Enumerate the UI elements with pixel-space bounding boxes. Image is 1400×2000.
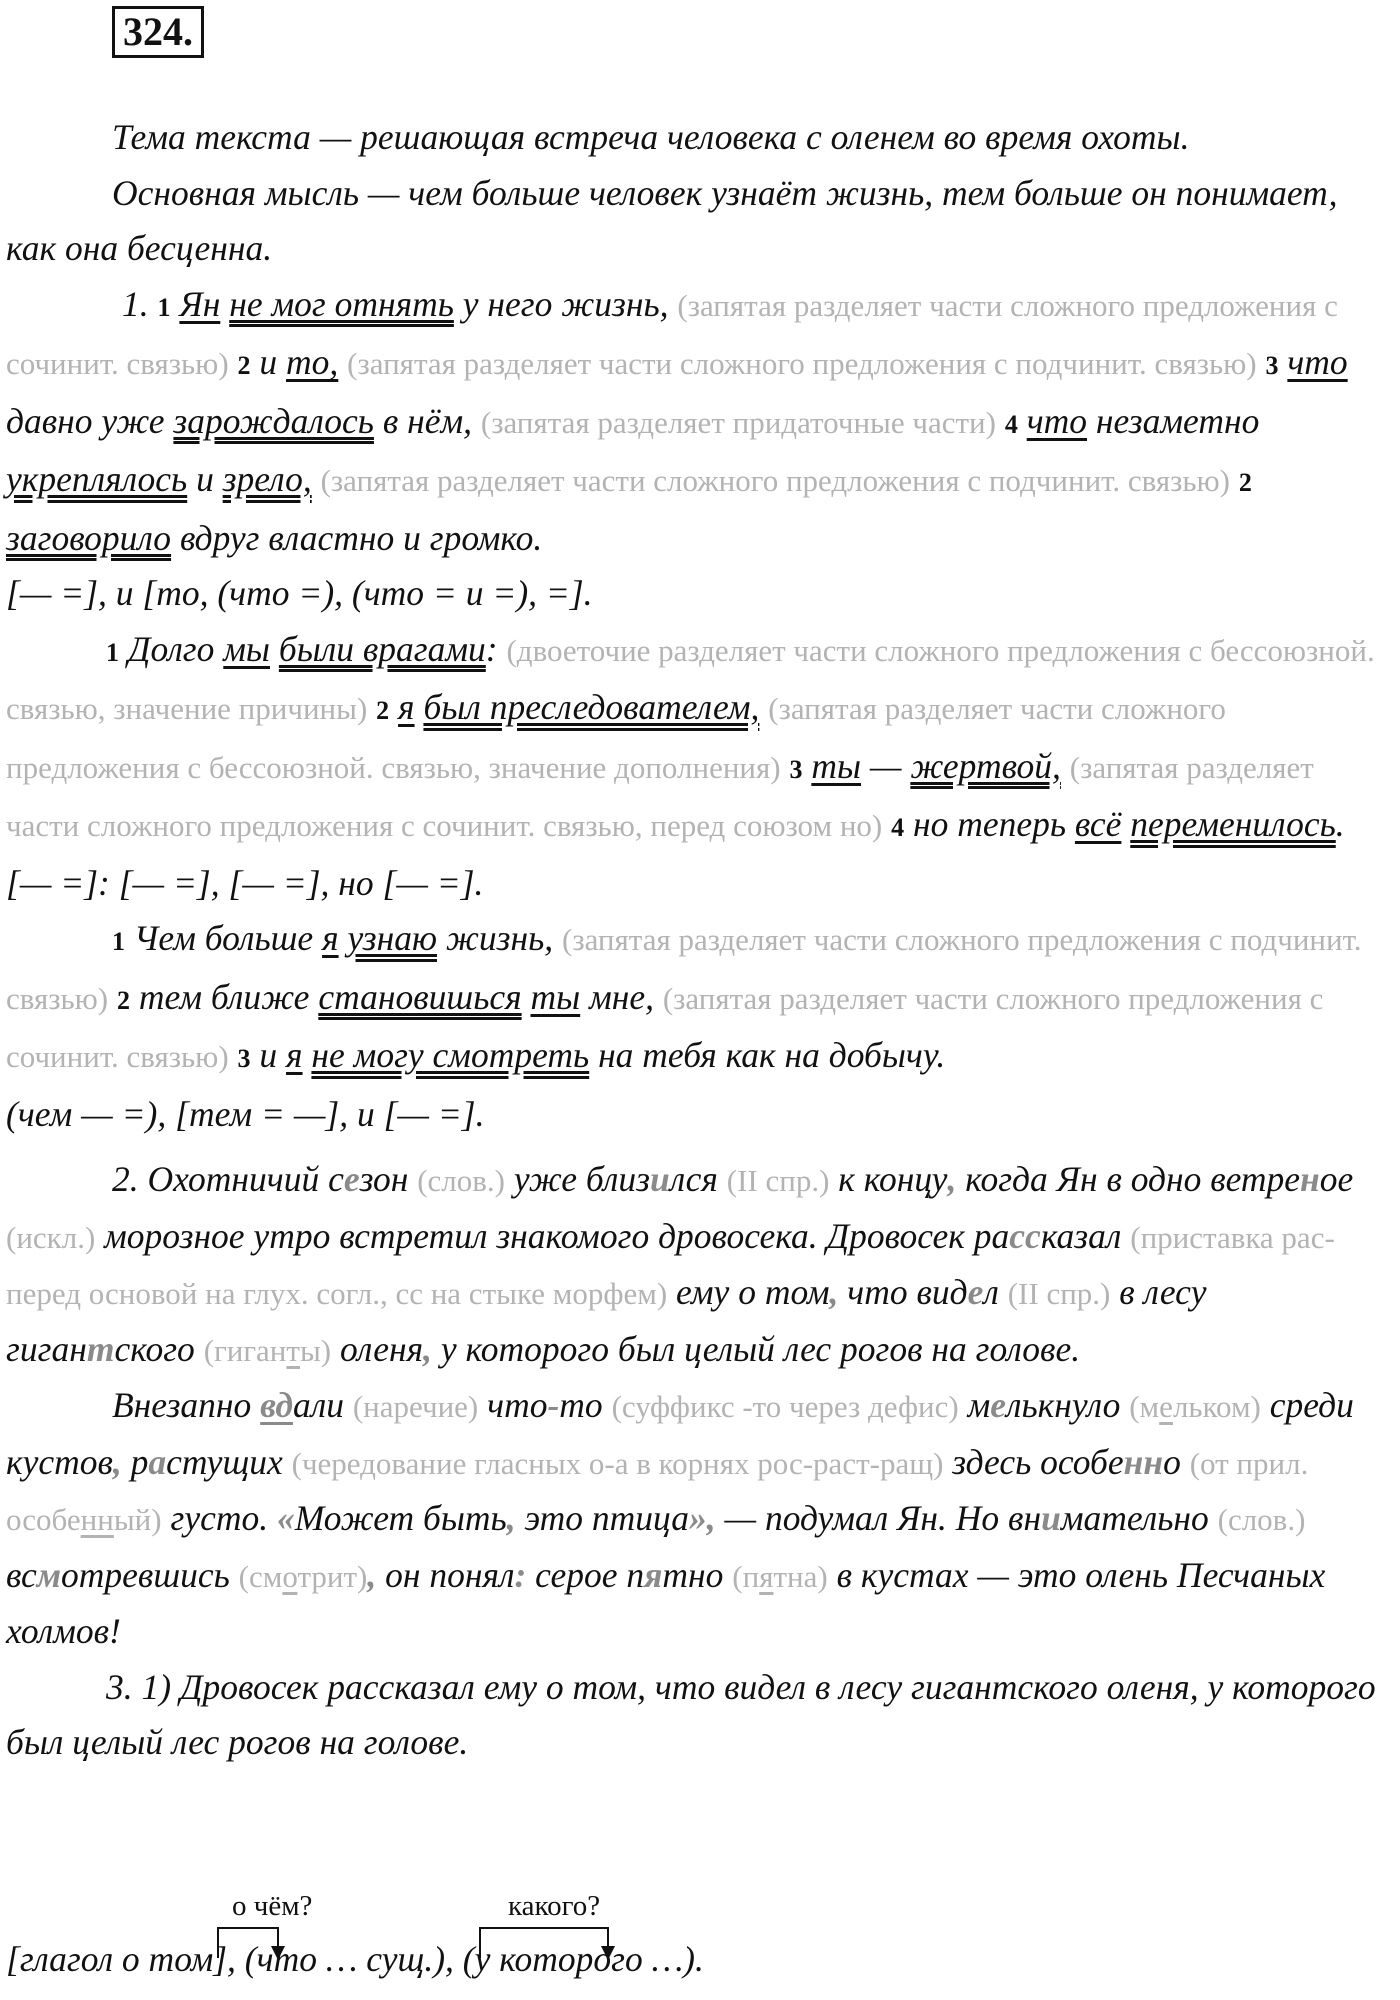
question-kakogo: какого? — [508, 1890, 601, 1922]
sentence-1: 1. 1 Ян не мог отнять у него жизнь, (запятая разделяет части сложного предложения с сочинит. связью) 2 и то, (запятая разделяет части сложного предложения с подчинит. связью) 3 что давно уже зарождалось в нём, (запятая разделяет придаточные части) 4 что незаметно укреплялось и зрело, (запятая разделяет части сложного предложения с подчинит. связью) 2 заговорило вдруг властно и громко. — [6, 283, 1348, 558]
part-2-text: 2. Охотничий сезон (слов.) уже близился (II спр.) к концу, когда Ян в одно ветреное (искл.) морозное утро встретил знакомого дровосека. Дровосек рассказал (приставка рас- перед основой на глух. согл., сс на стыке морфем) ему о том, что видел (II спр.) в лесу гигантского (гиганты) оленя, у которого был целый лес рогов на голове. — [6, 1159, 1354, 1369]
scheme-1: [— =], и [то, (что =), (что = и =), =]. — [6, 573, 593, 613]
idea-line: Основная мысль — чем больше человек узнаёт жизнь, тем больше он понимает, как она бесценна. — [6, 172, 1338, 268]
sentence-2: 1 Долго мы были врагами: (двоеточие разделяет части сложного предложения с бессоюзной. связью, значение причины) 2 я был преследователем, (запятая разделяет части сложного предложения с бессоюзной. связью, значение дополнения) 3 ты — жертвой, (запятая разделяет части сложного предложения с сочинит. связью, перед союзом но) 4 но теперь всё переменилось. — [6, 628, 1375, 844]
part-3-text: 3. 1) Дровосек рассказал ему о том, что видел в лесу гигантского оленя, у которого был целый лес рогов на голове. — [6, 1666, 1376, 1762]
part-2-paragraph-2: Внезапно вдали (наречие) что-то (суффикс -то через дефис) мелькнуло (мельком) среди кустов, растущих (чередование гласных о-а в корнях рос-раст-ращ) здесь особенно (от прил. особенный) густо. «Может быть, это птица», — подумал Ян. Но внимательно (слов.) всмотревшись (смотрит), он понял: серое пятно (пятна) в кустах — это олень Песчаных холмов! — [6, 1385, 1354, 1651]
theme-line: Тема текста — решающая встреча человека с оленем во время охоты. — [112, 117, 1190, 157]
answer-text — [6, 110, 1386, 1771]
question-o-chyom: о чём? — [232, 1890, 313, 1922]
scheme-3: (чем — =), [тем = —], и [— =]. — [6, 1093, 485, 1134]
task-number: 324. — [112, 6, 204, 58]
scheme-2: [— =]: [— =], [— =], но [— =]. — [6, 862, 484, 903]
scheme-4: [глагол о том], (что … сущ.), (у которого …). — [6, 1939, 704, 1979]
sentence-3: 1 Чем больше я узнаю жизнь, (запятая разделяет части сложного предложения с подчинит. связью) 2 тем ближе становишься ты мне, (запятая разделяет части сложного предложения с сочинит. связью) 3 и я не могу смотреть на тебя как на добычу. — [6, 918, 1362, 1075]
